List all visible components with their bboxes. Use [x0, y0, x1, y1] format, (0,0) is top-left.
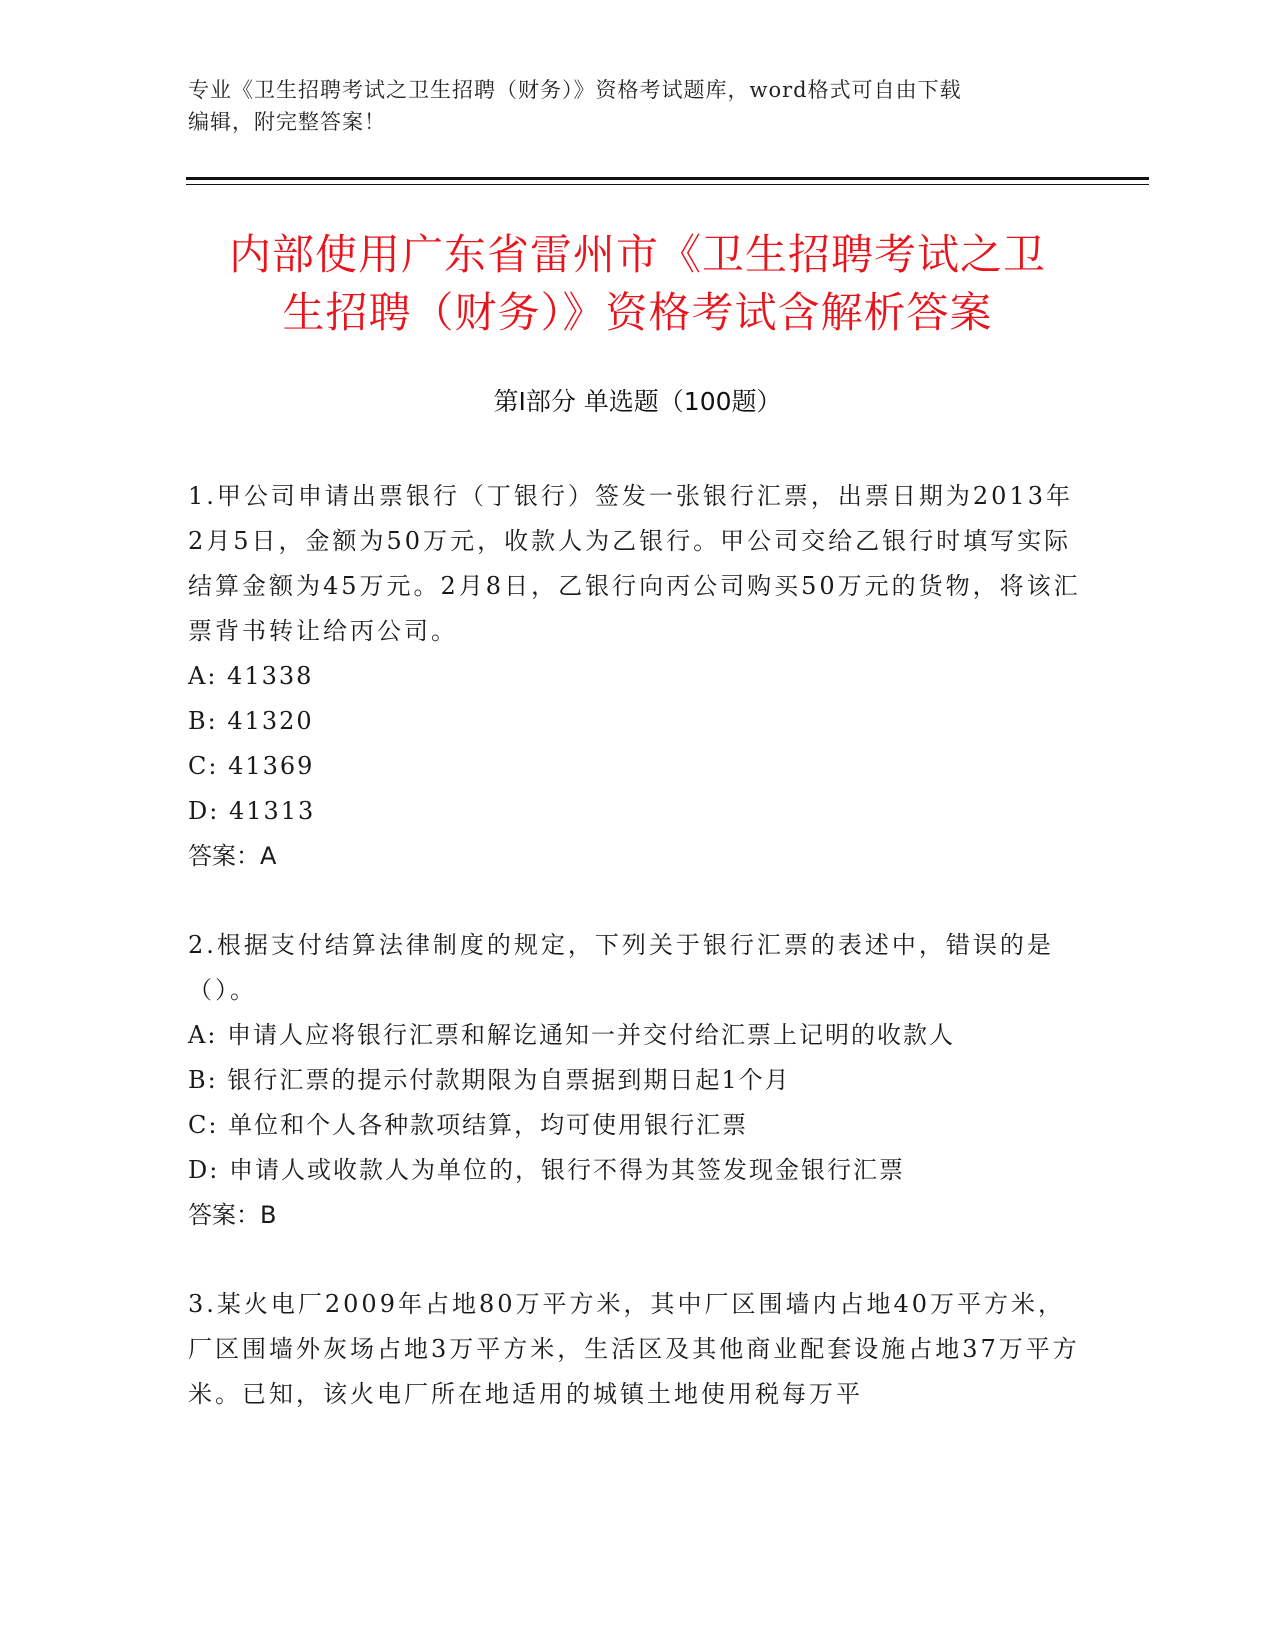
- header-note-line1: 专业《卫生招聘考试之卫生招聘（财务）》资格考试题库，word格式可自由下载: [188, 78, 962, 102]
- header-divider-thick: [186, 177, 1149, 180]
- option-a: A: 申请人应将银行汇票和解讫通知一并交付给汇票上记明的收款人: [188, 1021, 956, 1049]
- option-d: D: 申请人或收款人为单位的，银行不得为其签发现金银行汇票: [188, 1156, 905, 1184]
- option-c: C: 41369: [188, 752, 315, 780]
- option-d: D: 41313: [188, 797, 316, 825]
- document-title: [160, 226, 1115, 342]
- option-b: B: 银行汇票的提示付款期限为自票据到期日起1个月: [188, 1066, 791, 1094]
- question-stem: 3.某火电厂2009年占地80万平方米，其中厂区围墙内占地40万平方米，厂区围墙外灰场占地3万平方米，生活区及其他商业配套设施占地37万平方米。已知，该火电厂所在地适用的城镇土地使用税每万平: [188, 1290, 1080, 1408]
- question-3: [188, 1282, 1088, 1417]
- answer: 答案：B: [188, 1201, 277, 1229]
- document-title-line1: 内部使用广东省雷州市《卫生招聘考试之卫: [228, 230, 1046, 279]
- answer: 答案：A: [188, 842, 277, 870]
- document-title-line2: 生招聘（财务）》资格考试含解析答案: [282, 288, 993, 337]
- option-c: C: 单位和个人各种款项结算，均可使用银行汇票: [188, 1111, 749, 1139]
- header-note-line2: 编辑，附完整答案！: [188, 110, 386, 134]
- question-stem: 2.根据支付结算法律制度的规定，下列关于银行汇票的表述中，错误的是（）。: [188, 931, 1054, 1004]
- option-b: B: 41320: [188, 707, 314, 735]
- question-list: [188, 474, 1088, 1461]
- header-divider-thin: [186, 184, 1149, 185]
- question-1: [188, 474, 1088, 879]
- option-a: A: 41338: [188, 662, 314, 690]
- question-stem: 1.甲公司申请出票银行（丁银行）签发一张银行汇票，出票日期为2013年2月5日，金额为50万元，收款人为乙银行。甲公司交给乙银行时填写实际结算金额为45万元。2月8日，乙银行向丙公司购买50万元的货物，将该汇票背书转让给丙公司。: [188, 482, 1081, 645]
- question-2: [188, 923, 1088, 1238]
- section-title: 第Ⅰ部分 单选题（100题）: [493, 387, 782, 416]
- header-note: [188, 74, 1088, 138]
